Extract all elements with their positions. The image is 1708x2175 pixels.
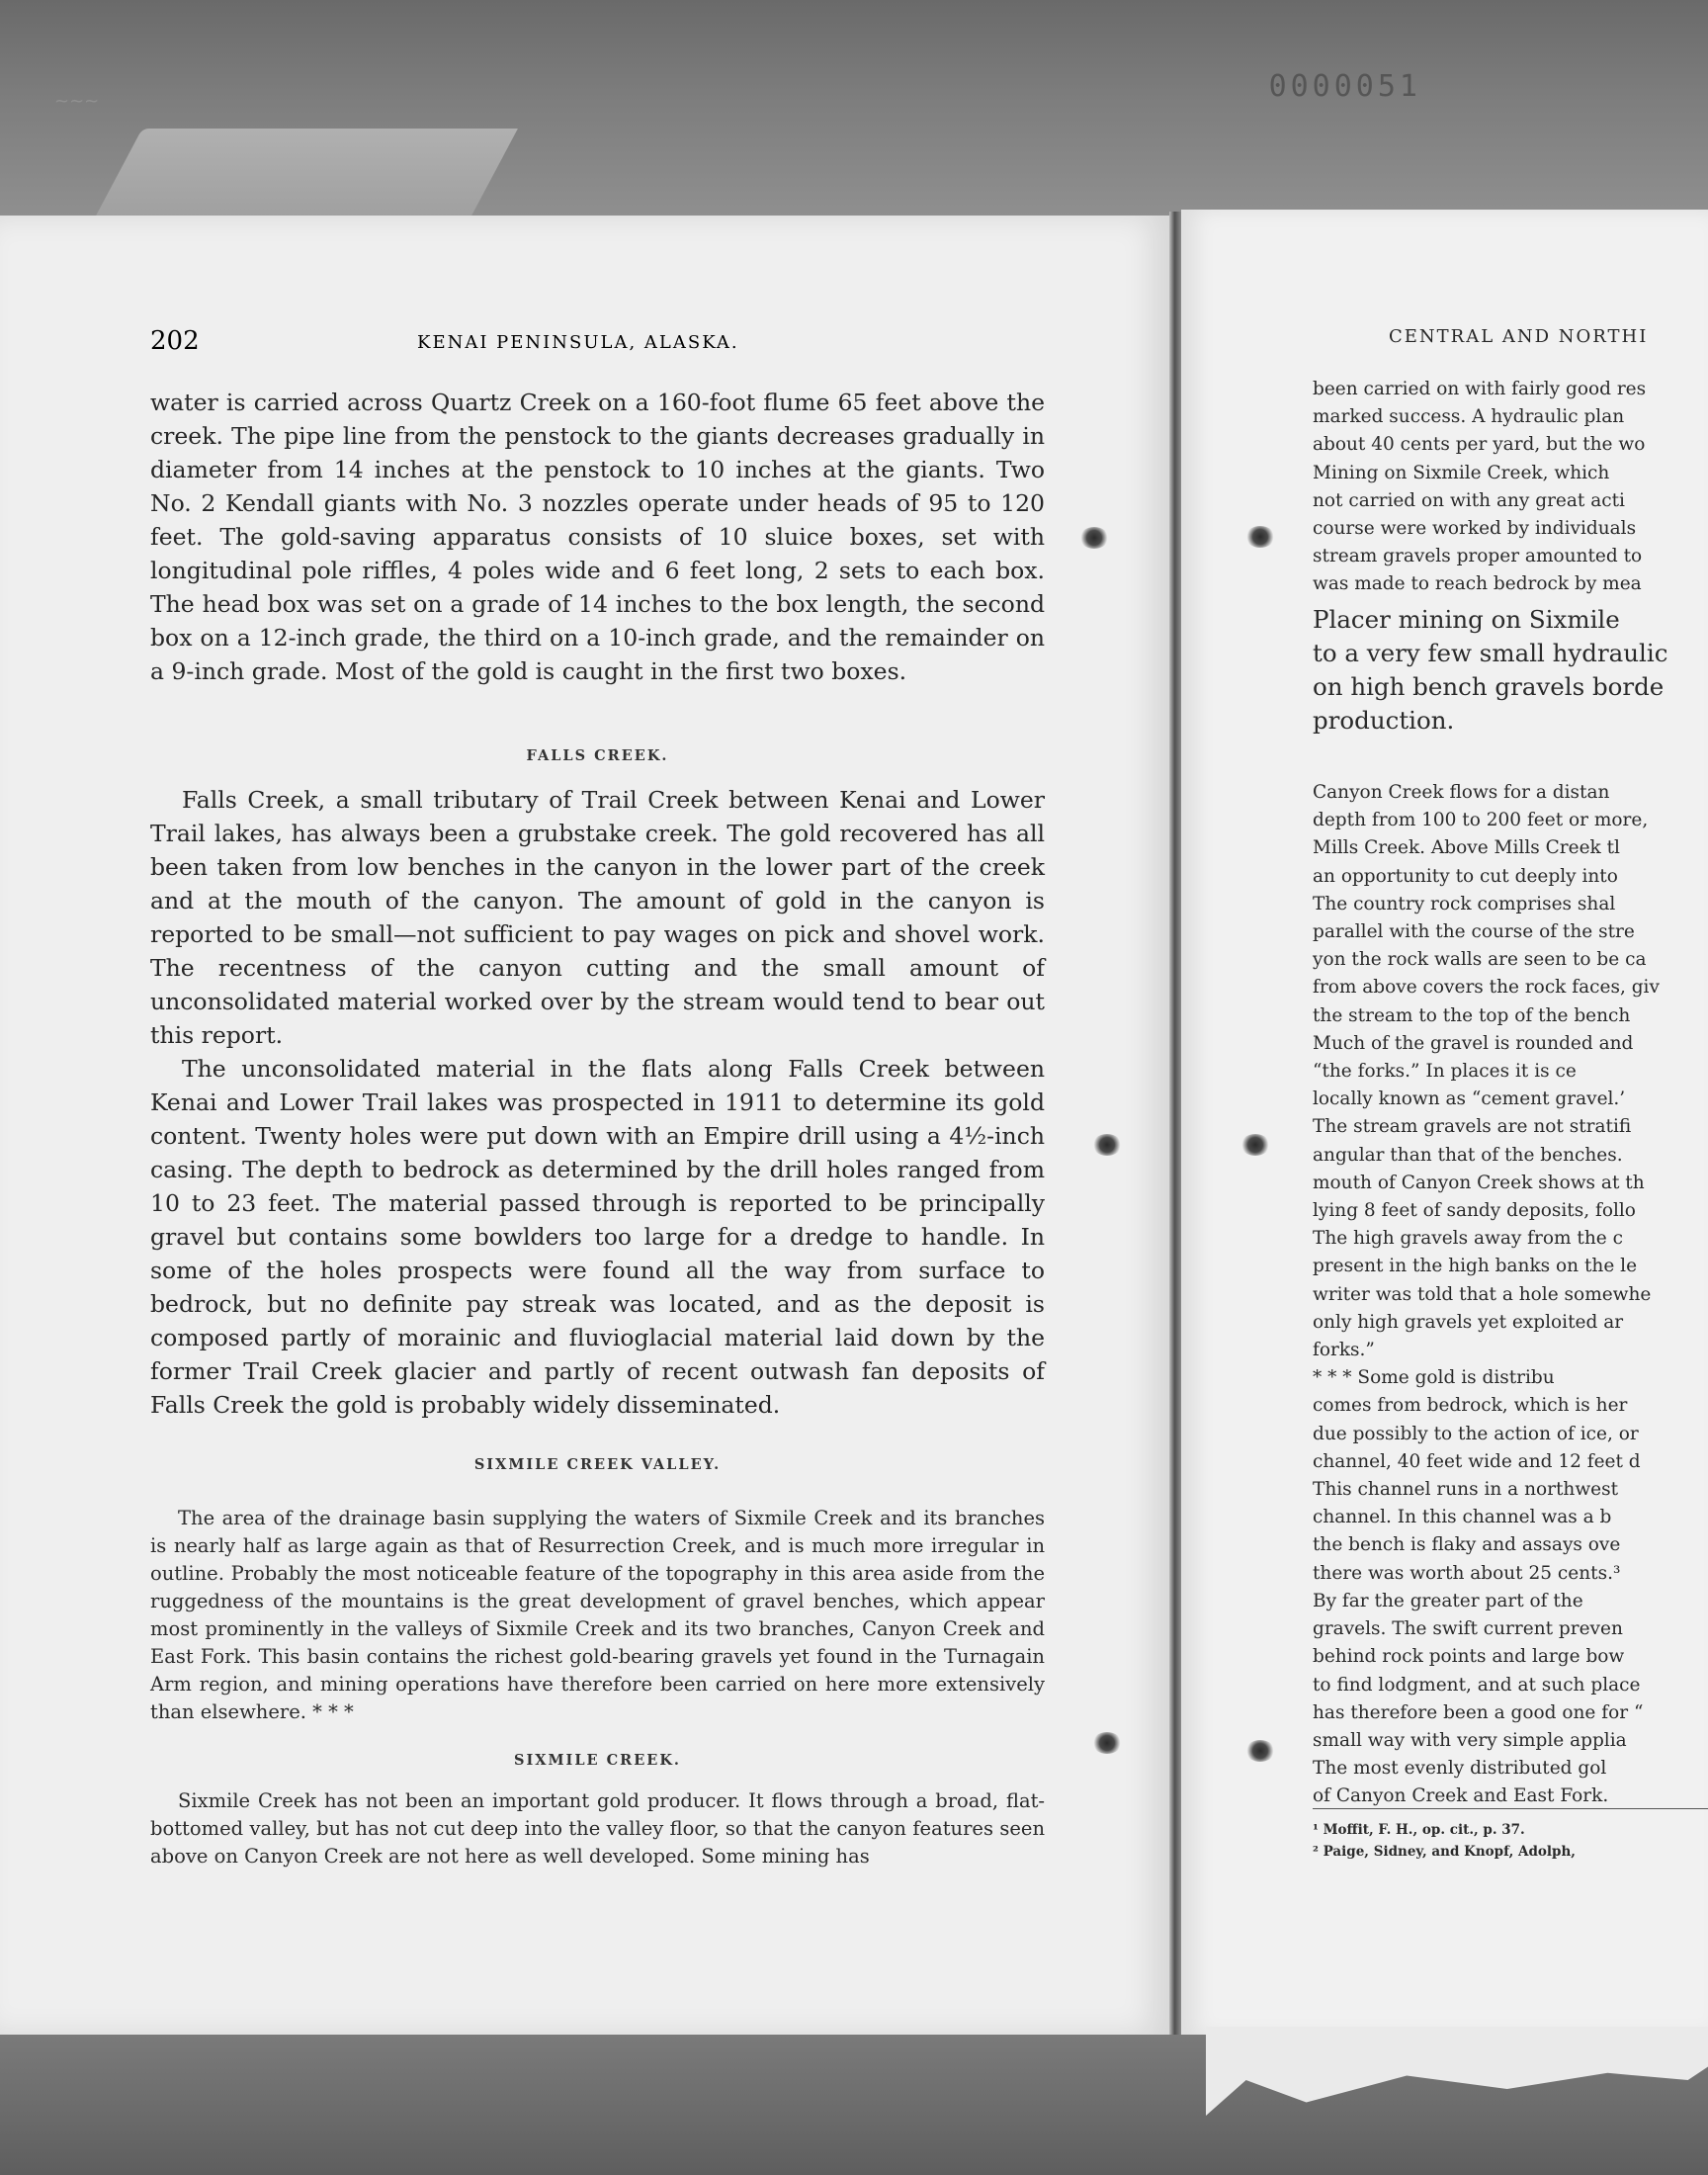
scan-top-shadow	[95, 129, 518, 218]
heading-sixmile-creek-valley: SIXMILE CREEK VALLEY.	[473, 1456, 722, 1473]
text-line: to find lodgment, and at such place	[1313, 1674, 1641, 1696]
footnote: ¹ Moffit, F. H., op. cit., p. 37.	[1313, 1822, 1525, 1838]
text-line: an opportunity to cut deeply into	[1313, 865, 1618, 887]
text-line: writer was told that a hole somewhe	[1313, 1283, 1652, 1305]
text-line: due possibly to the action of ice, or	[1313, 1423, 1639, 1444]
text-line: “the forks.” In places it is ce	[1313, 1061, 1577, 1083]
heading-falls-creek: FALLS CREEK.	[526, 747, 669, 764]
page-number: 202	[150, 326, 200, 356]
heading-sixmile-creek: SIXMILE CREEK.	[514, 1752, 681, 1769]
text-line: channel. In this channel was a b	[1313, 1507, 1612, 1528]
text-line: forks.”	[1313, 1340, 1375, 1361]
right-running-head: CENTRAL AND NORTHI	[1389, 326, 1649, 347]
text-line: production.	[1313, 706, 1455, 735]
binding-hole	[1245, 526, 1275, 548]
running-head-title: KENAI PENINSULA, ALASKA.	[417, 332, 739, 353]
text-line: The country rock comprises shal	[1313, 893, 1616, 914]
text-line: the bench is flaky and assays ove	[1313, 1534, 1621, 1556]
text-line: By far the greater part of the	[1313, 1590, 1583, 1611]
left-running-head	[150, 326, 1045, 362]
book-gutter	[1169, 212, 1181, 2037]
text-line: parallel with the course of the stre	[1313, 921, 1635, 943]
right-page	[1181, 210, 1708, 2037]
text-line: marked success. A hydraulic plan	[1313, 406, 1625, 428]
text-line: there was worth about 25 cents.³	[1313, 1562, 1621, 1584]
text-line: * * * Some gold is distribu	[1313, 1367, 1555, 1389]
text-line: has therefore been a good one for “	[1313, 1701, 1644, 1723]
text-line: from above covers the rock faces, giv	[1313, 977, 1660, 999]
text-line: The stream gravels are not stratifi	[1313, 1116, 1632, 1138]
text-line: the stream to the top of the bench	[1313, 1004, 1631, 1026]
text-line: yon the rock walls are seen to be ca	[1313, 949, 1647, 971]
text-line: on high bench gravels borde	[1313, 672, 1665, 701]
text-line: gravels. The swift current preven	[1313, 1618, 1623, 1640]
text-line: stream gravels proper amounted to	[1313, 546, 1643, 567]
paragraph-quartz-creek: water is carried across Quartz Creek on a 160-foot flume 65 feet above the creek. The pipe line from the penstock to the giants decreases gradually in diameter from 14 inches at the penstock to 10 inches at the giants. Two No. 2 Kendall giants with No. 3 nozzles operate under heads of 95 to 120 feet. The gold-saving apparatus consists of 10 sluice boxes, set with longitudinal pole riffles, 4 poles wide and 6 feet long, 2 sets to each box. The head box was set on a grade of 14 inches to the box length, the second box on a 12-inch grade, the third on a 10-inch grade, and the remainder on a 9-inch grade. Most of the gold is caught in the first two boxes.	[150, 389, 1045, 685]
scan-smudge: ~~~	[54, 91, 100, 112]
scan-stamp-number: 0000051	[1268, 69, 1421, 104]
text-line: Much of the gravel is rounded and	[1313, 1032, 1634, 1054]
text-line: The high gravels away from the c	[1313, 1228, 1623, 1250]
text-line: channel, 40 feet wide and 12 feet d	[1313, 1450, 1641, 1472]
binding-hole	[1092, 1134, 1122, 1156]
text-line: Canyon Creek flows for a distan	[1313, 782, 1610, 803]
right-footnotes	[1313, 1819, 1708, 1863]
text-line: This channel runs in a northwest	[1313, 1479, 1619, 1501]
right-text-block-2	[1313, 779, 1708, 1811]
text-line: mouth of Canyon Creek shows at th	[1313, 1172, 1645, 1193]
text-line: not carried on with any great acti	[1313, 489, 1625, 511]
paragraph-falls-creek-2: The unconsolidated material in the flats along Falls Creek between Kenai and Lower Trail lakes was prospected in 1911 to determine its gold content. Twenty holes were put down with an Empire drill using a 4½-inch casing. The depth to bedrock as determined by the drill holes ranged from 10 to 23 feet. The material passed through is reported to be principally gravel but contains some bowlders too large for a dredge to handle. In some of the holes prospects were found all the way from surface to bedrock, but no definite pay streak was located, and as the deposit is composed partly of morainic and fluvioglacial material laid down by the former Trail Creek glacier and partly of recent outwash fan deposits of Falls Creek the gold is probably widely disseminated.	[150, 1055, 1045, 1419]
paragraph-sixmile-valley: The area of the drainage basin supplying the waters of Sixmile Creek and its branches is nearly half as large again as that of Resurrection Creek, and is much more irregular in outline. Probably the most noticeable feature of the topography in this area aside from the ruggedness of the mountains is the great development of gravel benches, which appear most prominently in the valleys of Sixmile Creek and its two branches, Canyon Creek and East Fork. This basin contains the richest gold-bearing gravels yet found in the Turnagain Arm region, and mining operations have therefore been carried on here more extensively than elsewhere. * * *	[150, 1507, 1045, 1723]
text-line: only high gravels yet exploited ar	[1313, 1311, 1624, 1333]
text-line: was made to reach bedrock by mea	[1313, 573, 1642, 595]
text-line: Mills Creek. Above Mills Creek tl	[1313, 837, 1620, 859]
text-line: The most evenly distributed gol	[1313, 1758, 1607, 1780]
binding-hole	[1240, 1134, 1270, 1156]
text-line: lying 8 feet of sandy deposits, follo	[1313, 1200, 1636, 1222]
text-line: depth from 100 to 200 feet or more,	[1313, 810, 1649, 831]
binding-hole	[1245, 1740, 1275, 1762]
text-line: angular than that of the benches.	[1313, 1144, 1623, 1166]
paragraph-sixmile-creek: Sixmile Creek has not been an important gold producer. It flows through a broad, flat-bottomed valley, but has not cut deep into the valley floor, so that the canyon features seen above on Canyon Creek are not here as well developed. Some mining has	[150, 1789, 1045, 1868]
footnote-rule	[1313, 1808, 1708, 1809]
text-line: to a very few small hydraulic	[1313, 639, 1668, 667]
binding-hole	[1079, 527, 1109, 549]
text-line: present in the high banks on the le	[1313, 1256, 1638, 1277]
text-line: small way with very simple applia	[1313, 1729, 1627, 1751]
binding-hole	[1092, 1732, 1122, 1754]
text-line: course were worked by individuals	[1313, 518, 1637, 540]
text-line: Placer mining on Sixmile	[1313, 605, 1620, 634]
text-line: locally known as “cement gravel.’	[1313, 1088, 1626, 1110]
right-text-block-large	[1313, 603, 1708, 738]
right-text-block-1	[1313, 376, 1708, 599]
text-line: of Canyon Creek and East Fork.	[1313, 1785, 1609, 1807]
text-line: behind rock points and large bow	[1313, 1646, 1625, 1668]
text-line: about 40 cents per yard, but the wo	[1313, 434, 1646, 456]
text-line: Mining on Sixmile Creek, which	[1313, 462, 1610, 483]
paragraph-falls-creek-1: Falls Creek, a small tributary of Trail Creek between Kenai and Lower Trail lakes, has always been a grubstake creek. The gold recovered has all been taken from low benches in the canyon in the lower part of the creek and at the mouth of the canyon. The amount of gold in the canyon is reported to be small—not sufficient to pay wages on pick and shovel work. The recentness of the canyon cutting and the small amount of unconsolidated material worked over by the stream would tend to bear out this report.	[150, 786, 1045, 1049]
footnote: ² Paige, Sidney, and Knopf, Adolph,	[1313, 1844, 1576, 1860]
text-line: been carried on with fairly good res	[1313, 379, 1647, 399]
text-line: comes from bedrock, which is her	[1313, 1395, 1628, 1417]
